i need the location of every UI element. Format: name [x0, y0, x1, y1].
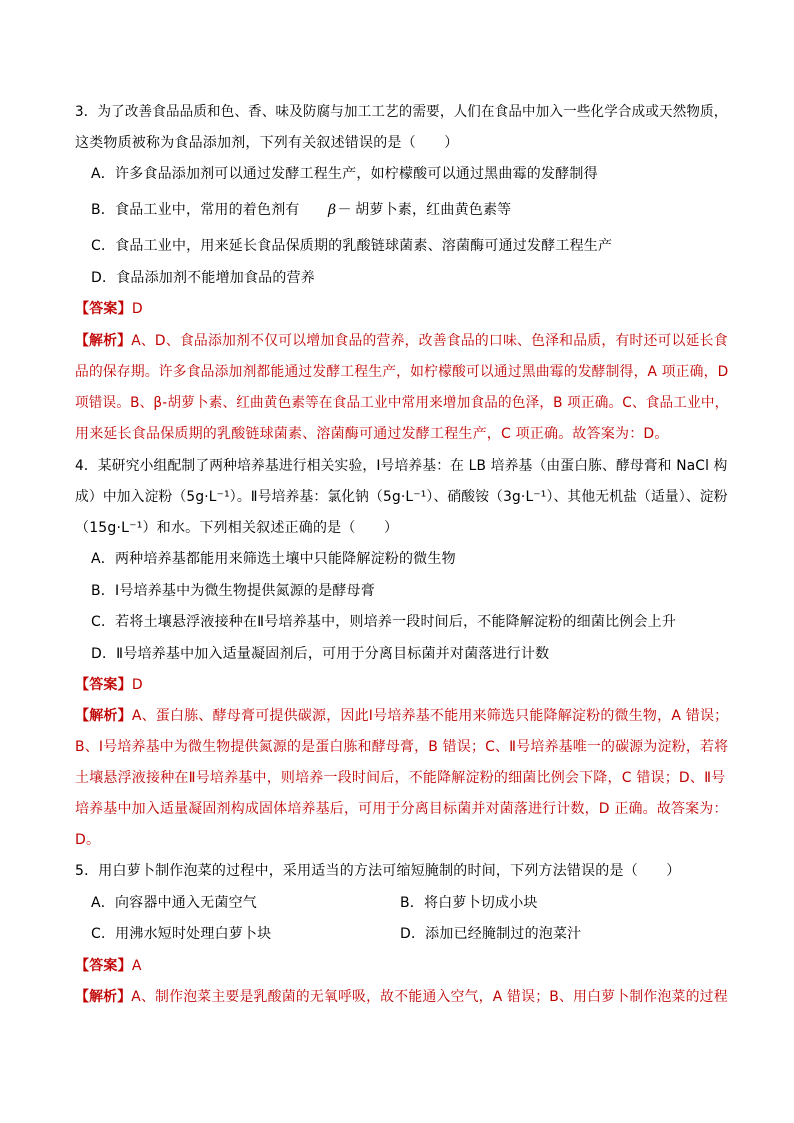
q3-option-d: D．食品添加剂不能增加食品的营养 [91, 270, 315, 286]
q4-option-d: D．Ⅱ号培养基中加入适量凝固剂后，可用于分离目标菌并对菌落进行计数 [91, 646, 550, 662]
analysis-tag: 【解析】 [75, 708, 132, 724]
answer-tag: 【答案】 [75, 677, 132, 693]
answer-tag: 【答案】 [75, 958, 132, 974]
analysis-tag: 【解析】 [75, 989, 132, 1005]
q4-analysis-line-3: 土壤悬浮液接种在Ⅱ号培养基中，则培养一段时间后，不能降解淀粉的细菌比例会下降，C 错误；D、Ⅱ号 [75, 770, 726, 786]
q5-answer [75, 956, 142, 976]
analysis-tag: 【解析】 [75, 333, 132, 349]
q3-analysis-line-2: 品的保存期。许多食品添加剂都能通过发酵工程生产，如柠檬酸可以通过黑曲霉的发酵制得，A 项正确，D [75, 364, 729, 380]
answer-tag: 【答案】 [75, 301, 132, 317]
q3-option-b-text-2: 胡萝卜素，红曲黄色素等 [350, 202, 512, 218]
q5-option-c: C．用沸水短时处理白萝卜块 [91, 926, 272, 942]
q4-analysis-line-1 [75, 706, 728, 726]
q4-stem-line-1: 4．某研究小组配制了两种培养基进行相关实验，Ⅰ号培养基：在 LB 培养基（由蛋白胨、酵母膏和 NaCl 构 [75, 458, 728, 474]
q3-stem-line-2: 这类物质被称为食品添加剂，下列有关叙述错误的是（ ） [75, 135, 459, 151]
q4-option-b: B．Ⅰ号培养基中为微生物提供氮源的是酵母膏 [91, 583, 375, 599]
q5-stem-line-1: 5．用白萝卜制作泡菜的过程中，采用适当的方法可缩短腌制的时间，下列方法错误的是（ ） [75, 863, 681, 879]
q3-analysis-line-1 [75, 331, 728, 351]
q3-option-b-text: B．食品工业中，常用的着色剂有 [91, 202, 329, 218]
analysis-text: A、D、食品添加剂不仅可以增加食品的营养，改善食品的口味、色泽和品质，有时还可以延长食 [131, 333, 728, 349]
q4-stem-line-3: （15g·L⁻¹）和水。下列相关叙述正确的是（ ） [75, 520, 399, 536]
answer-value: A [131, 958, 142, 974]
q4-analysis-line-2: B、Ⅰ号培养基中为微生物提供氮源的是蛋白胨和酵母膏，B 错误；C、Ⅱ号培养基唯一的碳源为淀粉，若将 [75, 739, 729, 755]
q3-option-c: C．食品工业中，用来延长食品保质期的乳酸链球菌素、溶菌酶可通过发酵工程生产 [91, 238, 613, 254]
q5-analysis-line-1 [75, 987, 728, 1007]
q3-option-a: A．许多食品添加剂可以通过发酵工程生产，如柠檬酸可以通过黑曲霉的发酵制得 [91, 166, 598, 182]
q5-option-a: A．向容器中通入无菌空气 [91, 895, 257, 911]
q4-analysis-line-5: D。 [75, 832, 101, 848]
q4-analysis-line-4: 培养基中加入适量凝固剂构成固体培养基后，可用于分离目标菌并对菌落进行计数，D 正确。故答案为： [75, 801, 728, 817]
q4-option-c: C．若将土壤悬浮液接种在Ⅱ号培养基中，则培养一段时间后，不能降解淀粉的细菌比例会上升 [91, 614, 677, 630]
q3-analysis-line-4: 用来延长食品保质期的乳酸链球菌素、溶菌酶可通过发酵工程生产，C 项正确。故答案为：D。 [75, 426, 669, 442]
q4-stem-line-2: 成）中加入淀粉（5g·L⁻¹）。Ⅱ号培养基：氯化钠（5g·L⁻¹）、硝酸铵（3g·L⁻¹）、其他无机盐（适量）、淀粉 [75, 489, 728, 505]
q3-answer [75, 299, 143, 319]
q3-stem-line-1: 3．为了改善食品品质和色、香、味及防腐与加工工艺的需要，人们在食品中加入一些化学合成或天然物质， [75, 104, 728, 120]
answer-value: D [131, 301, 143, 317]
q4-option-a: A．两种培养基都能用来筛选土壤中只能降解淀粉的微生物 [91, 551, 456, 567]
q3-option-b [91, 200, 511, 220]
q5-option-b: B．将白萝卜切成小块 [400, 895, 538, 911]
q4-answer [75, 675, 143, 695]
analysis-text: A、制作泡菜主要是乳酸菌的无氧呼吸，故不能通入空气，A 错误；B、用白萝卜制作泡菜的过程 [131, 989, 728, 1005]
q5-option-d: D．添加已经腌制过的泡菜汁 [400, 926, 582, 942]
analysis-text: A、蛋白胨、酵母膏可提供碳源，因此Ⅰ号培养基不能用来筛选只能降解淀粉的微生物，A 错误； [131, 708, 729, 724]
answer-value: D [131, 677, 143, 693]
q3-option-b-beta: β－ [328, 202, 351, 218]
q3-analysis-line-3: 项错误。B、β-胡萝卜素、红曲黄色素等在食品工业中常用来增加食品的色泽，B 项正确。C、食品工业中， [75, 395, 729, 411]
